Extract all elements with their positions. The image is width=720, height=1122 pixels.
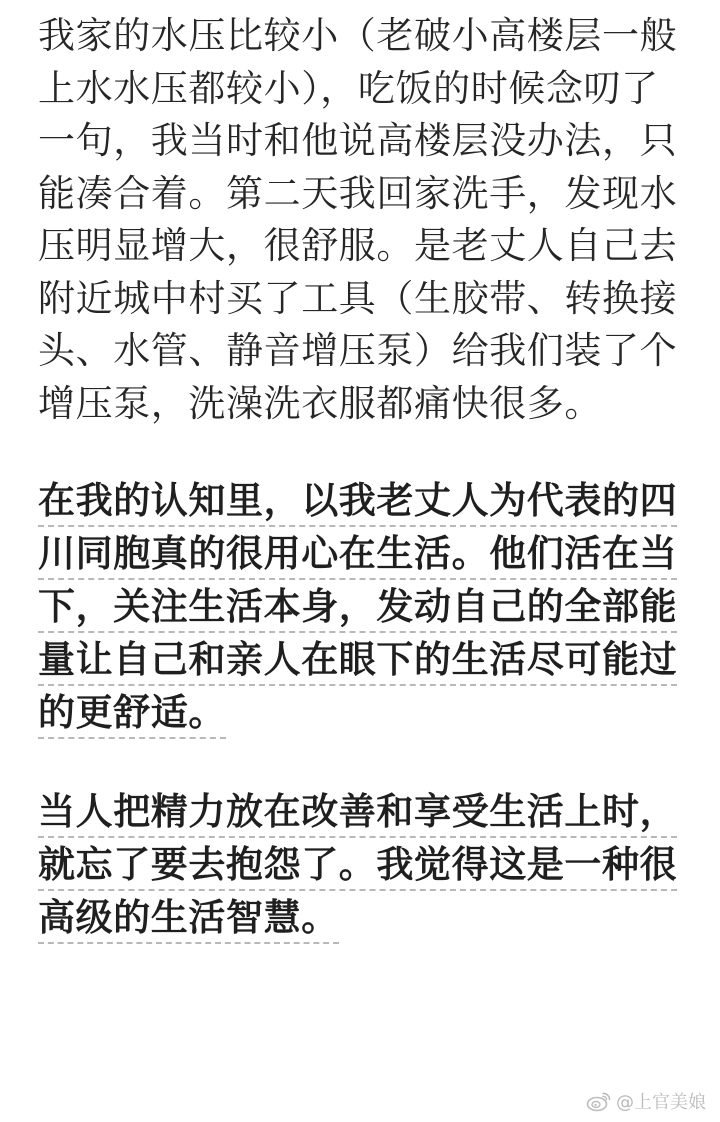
- text-line: 上水水压都较小），吃饭的时候念叨了: [38, 66, 659, 110]
- underlined-text: 下，关注生活本身，发动自己的全部能: [38, 585, 677, 633]
- weibo-watermark: [586, 1088, 706, 1114]
- paragraph-spacer: [38, 430, 688, 474]
- underlined-text: 高级的生活智慧。: [38, 896, 339, 944]
- text-line: 一句，我当时和他说高楼层没办法，只: [38, 119, 678, 162]
- text-line: [38, 838, 688, 891]
- text-line: 压明显增大，很舒服。是老丈人自己去: [38, 224, 678, 267]
- underlined-text: 当人把精力放在改善和享受生活上时，: [38, 790, 677, 838]
- text-line: [38, 527, 688, 580]
- text-line: [38, 633, 688, 686]
- weibo-icon: [586, 1090, 612, 1112]
- underlined-text: 就忘了要去抱怨了。我觉得这是一种很: [38, 843, 677, 891]
- paragraph-3-highlighted: [38, 785, 688, 944]
- paragraph-1: [38, 10, 688, 430]
- text-line: [38, 580, 688, 633]
- text-line: 我家的水压比较小（老破小高楼层一般: [38, 14, 678, 57]
- watermark-text: @上官美娘: [616, 1092, 706, 1113]
- text-line: [38, 474, 688, 527]
- text-line: 附近城中村买了工具（生胶带、转换接: [38, 276, 678, 320]
- paragraph-2-highlighted: [38, 474, 688, 739]
- article-body: [38, 10, 688, 944]
- paragraph-spacer: [38, 739, 688, 785]
- text-line: 头、水管、静音增压泵）给我们装了个: [38, 329, 678, 372]
- text-line: 增压泵，洗澡洗衣服都痛快很多。: [38, 381, 602, 425]
- underlined-text: 川同胞真的很用心在生活。他们活在当: [38, 532, 677, 580]
- text-line: [38, 891, 688, 944]
- text-line: 能凑合着。第二天我回家洗手，发现水: [38, 171, 678, 215]
- underlined-text: 在我的认知里，以我老丈人为代表的四: [38, 479, 677, 527]
- underlined-text: 量让自己和亲人在眼下的生活尽可能过: [38, 638, 677, 686]
- underlined-text: 的更舒适。: [38, 691, 226, 739]
- text-line: [38, 686, 688, 739]
- text-line: [38, 785, 688, 838]
